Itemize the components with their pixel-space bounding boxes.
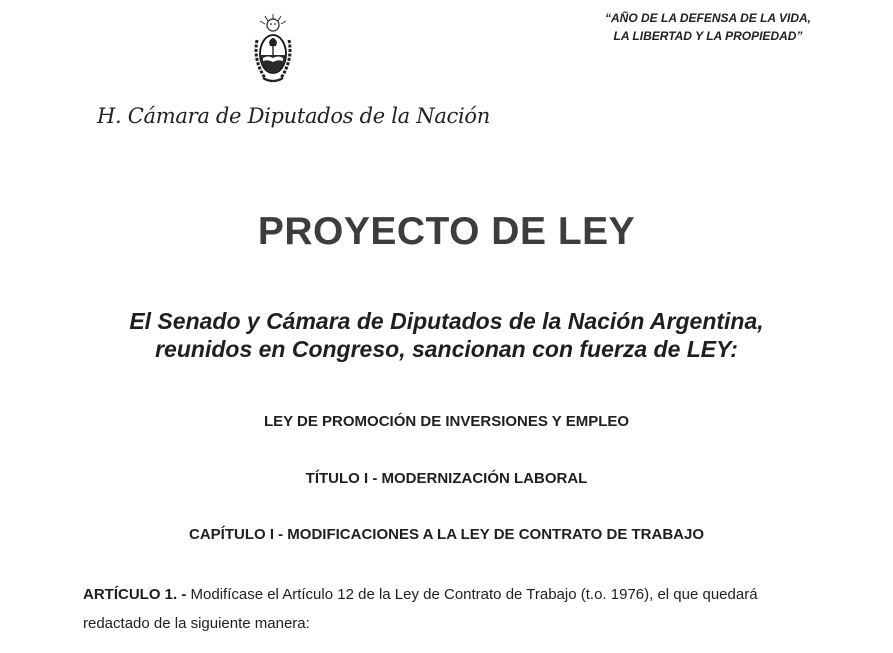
article-1-text: Modifícase el Artículo 12 de la Ley de Contrato de Trabajo (t.o. 1976), el que quedará redactado de la siguiente manera: — [83, 586, 758, 632]
coat-of-arms-icon — [251, 12, 295, 86]
motto-line-2: LA LIBERTAD Y LA PROPIEDAD” — [613, 29, 803, 43]
document-type-title: PROYECTO DE LEY — [257, 210, 636, 253]
article-1 — [83, 580, 823, 638]
article-1-label: ARTÍCULO 1. - — [83, 586, 187, 603]
enacting-line-2: reunidos en Congreso, sancionan con fuerza de LEY: — [155, 336, 738, 362]
motto-line-1: “AÑO DE LA DEFENSA DE LA VIDA, — [604, 11, 811, 25]
chamber-name: H. Cámara de Diputados de la Nación — [97, 104, 490, 128]
enacting-line-1: El Senado y Cámara de Diputados de la Nación Argentina, — [129, 308, 764, 334]
enacting-clause — [0, 307, 893, 363]
law-title: LEY DE PROMOCIÓN DE INVERSIONES Y EMPLEO — [263, 413, 630, 430]
year-motto — [605, 9, 811, 45]
chapter-heading: CAPÍTULO I - MODIFICACIONES A LA LEY DE CONTRATO DE TRABAJO — [188, 526, 704, 543]
title-heading: TÍTULO I - MODERNIZACIÓN LABORAL — [305, 470, 588, 487]
